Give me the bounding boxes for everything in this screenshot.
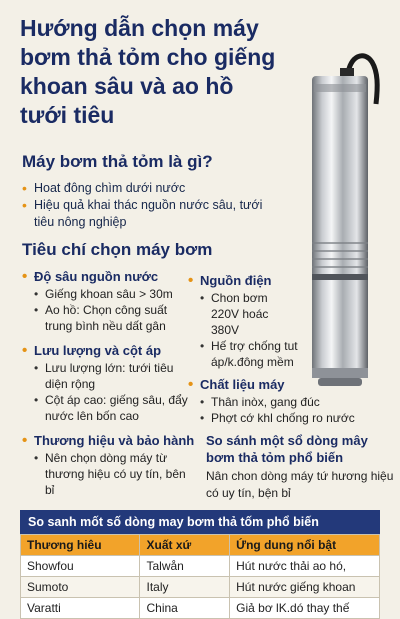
column-header: Xuất xứ (140, 535, 230, 556)
table-cell: Hút nước thải ao hó, (230, 556, 380, 577)
table-row (21, 577, 380, 598)
submersible-pump-image (292, 46, 384, 406)
page-title: Hướng dẫn chọn máy bơm thả tỏm cho giếng khoan sâu và ao hồ tưới tiêu (20, 15, 276, 128)
brand-section (22, 432, 196, 498)
list-item: • Cột áp cao: giếng sâu, đẩy nước lên bốn cao (34, 392, 190, 424)
table-cell: Showfou (21, 556, 140, 577)
section-heading: • Chất liệu máy (188, 376, 384, 394)
list-item: • Lưu lượng lớn: tưới tiêu diện rộng (34, 360, 190, 392)
list-item: • Ao hồ: Chọn công suất trung bình nều dất gân (34, 302, 190, 334)
compare-note-title: So sánh một sổ dòng mây bơm thả tỏm phổ biến (206, 433, 368, 465)
depth-section (22, 268, 190, 334)
list-item: • Hiệu quả khai thác nguồn nước sâu, tưới tiêu nông nghiệp (22, 197, 284, 231)
material-section (188, 376, 384, 426)
section-heading: • Nguồn điện (188, 272, 298, 290)
flow-section (22, 342, 190, 424)
table-cell: Varatti (21, 598, 140, 619)
table-header-row (21, 535, 380, 556)
table-row (21, 556, 380, 577)
what-is-list (22, 180, 284, 231)
compare-note (206, 432, 394, 502)
table-cell: Talwån (140, 556, 230, 577)
criteria-heading: Tiêu chí chọn máy bơm (22, 240, 213, 259)
list-item: • Nên chọn dòng máy từ thương hiệu có uy tín, bên bỉ (34, 450, 196, 498)
table-cell: Giả bơ lK.dó thay thế (230, 598, 380, 619)
section-heading: • Thương hiệu và bảo hành (22, 432, 196, 450)
table-cell: Sumoto (21, 577, 140, 598)
power-section (188, 272, 298, 370)
section-heading: • Lưu lượng và cột áp (22, 342, 190, 360)
list-item: • Giếng khoan sâu > 30m (34, 286, 190, 302)
list-item: • Hoat đông chìm dưới nước (22, 180, 284, 197)
comparison-table (20, 510, 380, 619)
compare-note-body: Nân chon dòng máy tứ hương hiệu có uy tín, bện bỉ (206, 469, 394, 500)
column-header: Ứng dung nổi bật (230, 535, 380, 556)
list-item: • Thân inòx, gang đúc (200, 394, 384, 410)
list-item: • Chon bơm 220V hoác 380V (200, 290, 298, 338)
table-row (21, 598, 380, 619)
table-cell: China (140, 598, 230, 619)
table-caption: So sanh mốt số dòng may bơm thả tốm phổ biến (20, 510, 380, 534)
column-header: Thương hiêu (21, 535, 140, 556)
what-is-heading: Máy bơm thả tỏm là gì? (22, 152, 213, 171)
section-heading: • Độ sâu nguồn nước (22, 268, 190, 286)
list-item: • Hế trợ chống tut áp/k.đông mềm (200, 338, 298, 370)
list-item: • Phợt cớ khl chống ro nước (200, 410, 384, 426)
table-cell: Hút nước giếng khoan (230, 577, 380, 598)
table-cell: Italy (140, 577, 230, 598)
